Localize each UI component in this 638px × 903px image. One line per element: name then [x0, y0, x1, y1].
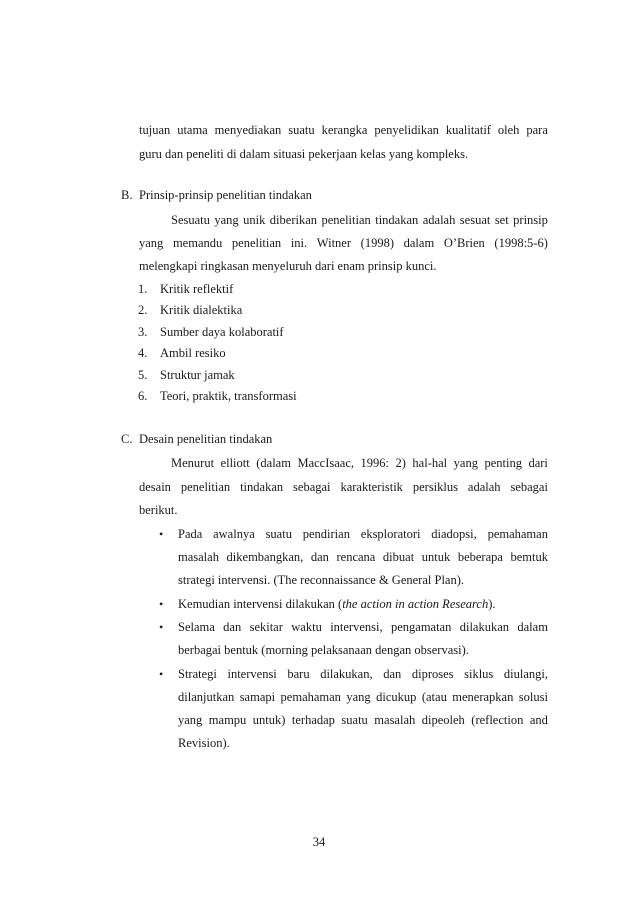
word: dikembangkan, — [226, 550, 304, 564]
list-item-number: 4. — [138, 346, 148, 360]
word: MaccIsaac, — [297, 456, 355, 470]
word: dalam — [403, 236, 435, 250]
bullet-4-line-1 — [178, 666, 548, 682]
word: suatu — [341, 713, 368, 727]
section-b-para-line-2 — [139, 235, 548, 251]
section-c-marker: C. — [121, 432, 133, 446]
list-item: Kritik dialektika — [160, 303, 243, 317]
word: diproses — [411, 667, 454, 681]
bullet-4-line-4: Revision). — [178, 736, 230, 750]
list-item: Sumber daya kolaboratif — [160, 325, 284, 339]
word: (atau — [421, 690, 447, 704]
word: yang — [453, 456, 478, 470]
section-c-para-line-1 — [171, 455, 548, 471]
bullet-3-line-1 — [178, 619, 548, 635]
word: elliott — [220, 456, 250, 470]
word: kerangka — [321, 123, 368, 137]
word: Pada — [178, 527, 203, 541]
word: kualitatif — [445, 123, 491, 137]
word: Witner — [316, 236, 352, 250]
bullet-2-text-italic: the action in action Research — [342, 597, 489, 611]
word: penyelidikan — [374, 123, 439, 137]
word: dibuat — [382, 550, 415, 564]
bullet-2-text-pre: Kemudian intervensi dilakukan ( — [178, 597, 343, 611]
list-item-number: 3. — [138, 325, 148, 339]
word: masalah — [374, 713, 416, 727]
word: sekitar — [249, 620, 283, 634]
word: sesuat — [459, 213, 491, 227]
bullet-4-line-3 — [178, 712, 548, 728]
bullet-icon: • — [159, 667, 164, 681]
word: beberapa — [457, 550, 503, 564]
word: penelitian — [180, 480, 231, 494]
word: yang — [214, 213, 239, 227]
word: intervensi — [227, 667, 277, 681]
word: sebagai — [510, 480, 548, 494]
bullet-icon: • — [159, 620, 164, 634]
word: diulangi, — [503, 667, 548, 681]
word: dilakukan, — [320, 667, 373, 681]
word: (1998) — [360, 236, 394, 250]
section-c-heading: Desain penelitian tindakan — [139, 432, 273, 446]
word: sebagai — [293, 480, 331, 494]
word: siklus — [464, 667, 494, 681]
word: 2) — [395, 456, 406, 470]
word: yang — [346, 690, 371, 704]
word: solusi — [518, 690, 548, 704]
word: ini. — [290, 236, 308, 250]
word: utama — [177, 123, 208, 137]
word: masalah — [178, 550, 219, 564]
word: dari — [528, 456, 548, 470]
word: desain — [139, 480, 171, 494]
word: untuk) — [252, 713, 286, 727]
bullet-1-line-3: strategi intervensi. (The reconnaissance & General Plan). — [178, 573, 464, 587]
section-c-para-line-2 — [139, 479, 548, 495]
intro-line-2: guru dan peneliti di dalam situasi pekerjaan kelas yang kompleks. — [139, 147, 469, 161]
word: adalah — [467, 480, 501, 494]
word: awalnya — [213, 527, 255, 541]
word: hal-hal — [412, 456, 448, 470]
word: pengamatan — [390, 620, 452, 634]
word: menerapkan — [452, 690, 514, 704]
bullet-3-line-2: berbagai bentuk (morning pelaksanaan dengan observasi). — [178, 643, 469, 657]
section-c-para-line-3: berikut. — [139, 503, 178, 517]
section-b-heading: Prinsip-prinsip penelitian tindakan — [139, 188, 312, 202]
section-b-para-line-1 — [171, 212, 548, 228]
word: set — [494, 213, 509, 227]
list-item-number: 5. — [138, 368, 148, 382]
list-item-number: 6. — [138, 389, 148, 403]
word: baru — [287, 667, 310, 681]
word: yang — [139, 236, 164, 250]
word: tindakan — [240, 480, 284, 494]
word: waktu — [291, 620, 322, 634]
word: mampu — [208, 713, 247, 727]
word: terhadap — [291, 713, 335, 727]
word: penting — [484, 456, 522, 470]
bullet-icon: • — [159, 597, 164, 611]
list-item: Struktur jamak — [160, 368, 235, 382]
word: dipeoleh — [421, 713, 465, 727]
word: 1996: — [360, 456, 389, 470]
list-item: Teori, praktik, transformasi — [160, 389, 297, 403]
page-number: 34 — [312, 835, 326, 849]
word: rencana — [336, 550, 376, 564]
word: (dalam — [256, 456, 291, 470]
word: suatu — [288, 123, 315, 137]
word: O’Brien — [443, 236, 485, 250]
list-item-number: 1. — [138, 282, 148, 296]
word: karakteristik — [340, 480, 403, 494]
bullet-1-line-2 — [178, 549, 548, 565]
word: suatu — [265, 527, 292, 541]
word: Menurut — [171, 456, 215, 470]
word: diberikan — [269, 213, 318, 227]
word: penelitian — [231, 236, 282, 250]
word: intervensi, — [330, 620, 383, 634]
word: bemtuk — [510, 550, 548, 564]
word: Sesuatu — [171, 213, 210, 227]
intro-line-1 — [139, 122, 548, 138]
word: dilakukan — [459, 620, 510, 634]
word: Selama — [178, 620, 215, 634]
word: unik — [243, 213, 266, 227]
word: dicukup — [376, 690, 417, 704]
word: dalam — [517, 620, 548, 634]
list-item: Kritik reflektif — [160, 282, 234, 296]
word: and — [529, 713, 548, 727]
word: oleh — [497, 123, 520, 137]
word: eksploratori — [360, 527, 421, 541]
word: penelitian — [321, 213, 371, 227]
word: dan — [223, 620, 242, 634]
word: diadopsi, — [431, 527, 477, 541]
word: tujuan — [139, 123, 171, 137]
section-b-marker: B. — [121, 188, 133, 202]
bullet-4-line-2 — [178, 689, 548, 705]
word: pemahaman — [280, 690, 341, 704]
bullet-icon: • — [159, 527, 164, 541]
word: (reflection — [471, 713, 524, 727]
word: para — [526, 123, 548, 137]
bullet-2-line-1 — [178, 596, 496, 612]
word: untuk — [421, 550, 451, 564]
word: dan — [383, 667, 402, 681]
list-item-number: 2. — [138, 303, 148, 317]
bullet-1-line-1 — [178, 526, 548, 542]
section-b-para-line-3: melengkapi ringkasan menyeluruh dari enam prinsip kunci. — [139, 259, 437, 273]
word: pendirian — [302, 527, 350, 541]
word: dan — [310, 550, 329, 564]
word: memandu — [172, 236, 223, 250]
word: samapi — [239, 690, 276, 704]
word: pemahaman — [487, 527, 548, 541]
word: dilanjutkan — [178, 690, 235, 704]
word: adalah — [422, 213, 456, 227]
word: yang — [178, 713, 203, 727]
bullet-2-text-post: ). — [488, 597, 496, 611]
word: prinsip — [513, 213, 548, 227]
word: persiklus — [412, 480, 458, 494]
word: (1998:5-6) — [494, 236, 548, 250]
word: tindakan — [375, 213, 419, 227]
word: Strategi — [178, 667, 217, 681]
word: menyediakan — [214, 123, 282, 137]
list-item: Ambil resiko — [160, 346, 226, 360]
